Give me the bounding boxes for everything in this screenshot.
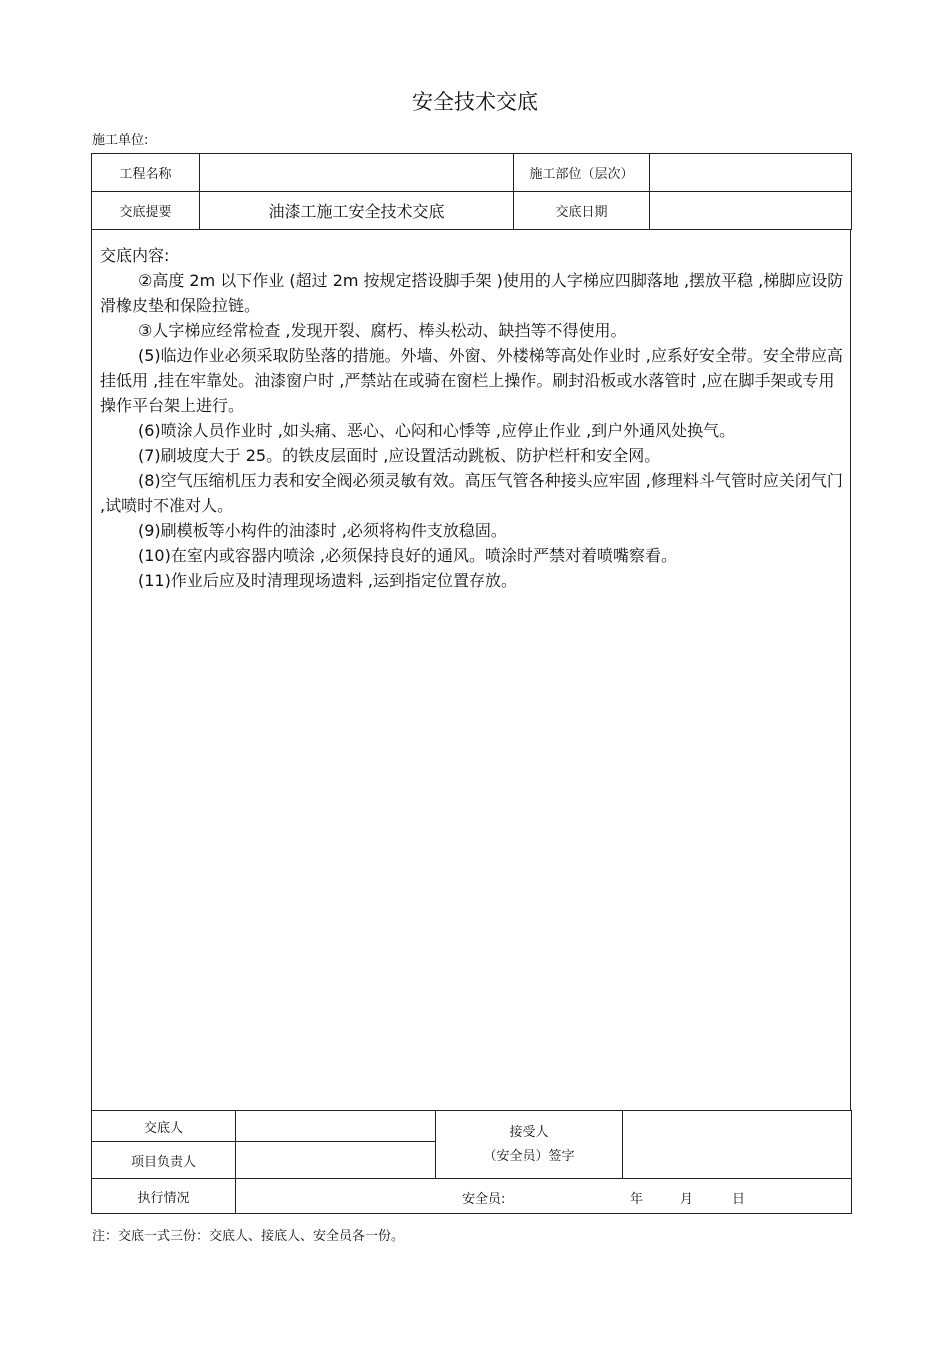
content-paragraph: (10)在室内或容器内喷涂 ,必须保持良好的通风。喷涂时严禁对着喷嘴察看。 [138,546,678,565]
content-paragraph: ②高度 2m 以下作业 (超过 2m 按规定搭设脚手架 )使用的人字梯应四脚落地 ,摆放平稳 ,梯脚应设防滑橡皮垫和保险拉链。 [100,271,844,315]
receiver-label-line2: （安全员）签字 [483,1148,575,1164]
header-table [91,153,852,230]
handover-label: 交底人 [92,1111,236,1142]
project-manager-label: 项目负责人 [92,1142,236,1179]
construction-part-field[interactable] [650,154,852,192]
construction-unit-label: 施工单位: [92,133,149,148]
content-paragraph: ③人字梯应经常检查 ,发现开裂、腐朽、棒头松动、缺挡等不得使用。 [138,321,627,340]
content-paragraphs [100,268,847,593]
project-name-label: 工程名称 [92,154,200,192]
safety-officer-label: 安全员: [462,1192,506,1207]
header-row-summary [92,192,852,230]
content-paragraph: (5)临边作业必须采取防坠落的措施。外墙、外窗、外楼梯等高处作业时 ,应系好安全带。安全带应高挂低用 ,挂在牢靠处。油漆窗户时 ,严禁站在或骑在窗栏上操作。刷封沿板或水落管时 ,应在脚手架或专用操作平台架上进行。 [100,346,843,415]
header-row-project [92,154,852,192]
content-paragraph: (8)空气压缩机压力表和安全阀必须灵敏有效。高压气管各种接头应牢固 ,修理料斗气管时应关闭气门 ,试喷时不准对人。 [100,471,843,515]
project-name-field[interactable] [200,154,514,192]
handover-field[interactable] [236,1111,436,1142]
content-paragraph: (11)作业后应及时清理现场遗料 ,运到指定位置存放。 [138,571,518,590]
execution-row [92,1179,852,1214]
month-label: 月 [680,1192,694,1207]
footnote: 注：交底一式三份：交底人、接底人、安全员各一份。 [92,1229,405,1244]
content-paragraph: (6)喷涂人员作业时 ,如头痛、恶心、心闷和心悸等 ,应停止作业 ,到户外通风处换气。 [138,421,736,440]
content-box [91,230,851,1111]
construction-part-label: 施工部位（层次） [514,154,650,192]
date-label: 交底日期 [514,192,650,230]
content-paragraph: (9)刷模板等小构件的油漆时 ,必须将构件支放稳固。 [138,521,507,540]
receiver-signature-field[interactable] [623,1111,852,1179]
day-label: 日 [732,1192,746,1207]
date-field[interactable] [650,192,852,230]
signature-table [91,1110,852,1214]
document-title: 安全技术交底 [412,90,538,114]
content-paragraph: (7)刷坡度大于 25。的铁皮层面时 ,应设置活动跳板、防护栏杆和安全网。 [138,446,661,465]
summary-label: 交底提要 [92,192,200,230]
summary-value: 油漆工施工安全技术交底 [200,192,514,230]
content-label: 交底内容: [100,246,170,265]
execution-label: 执行情况 [92,1179,236,1214]
receiver-label-line1: 接受人 [509,1124,549,1140]
project-manager-field[interactable] [236,1142,436,1179]
handover-row [92,1111,852,1142]
execution-field[interactable] [236,1179,852,1214]
year-label: 年 [630,1192,644,1207]
receiver-signature-label [436,1111,623,1179]
